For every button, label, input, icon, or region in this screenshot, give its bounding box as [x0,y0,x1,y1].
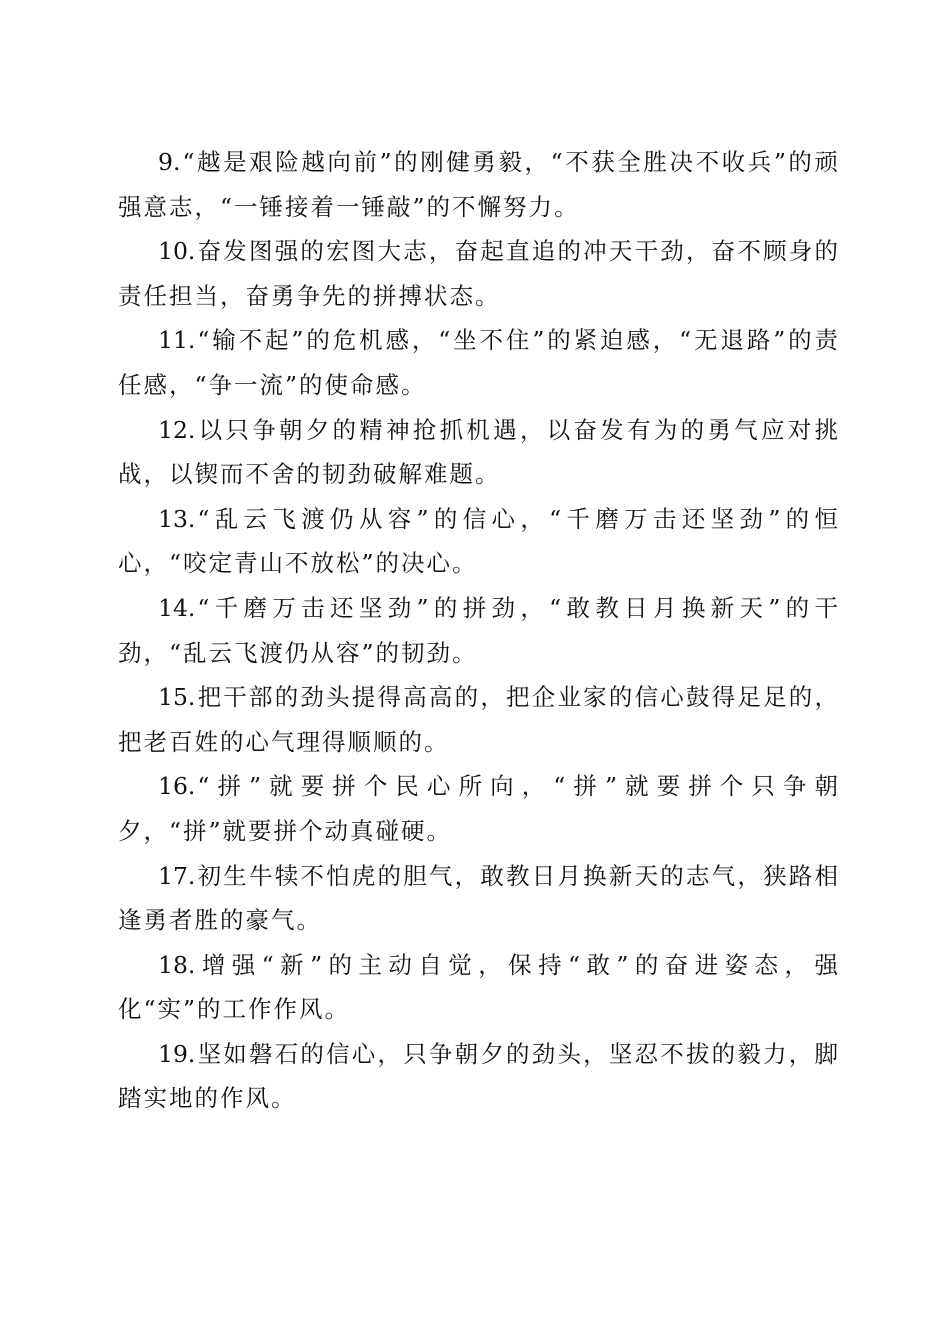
list-item-18 [118,943,840,1032]
item-number: 18. [158,950,196,979]
item-text: “输不起”的危机感，“坐不住”的紧迫感，“无退路”的责任感，“争一流”的使命感。 [118,326,840,399]
item-text: “千磨万击还坚劲”的拼劲，“敢教日月换新天”的干劲，“乱云飞渡仍从容”的韧劲。 [118,593,840,667]
list-item-14 [118,586,840,675]
item-text: “拼”就要拼个民心所向，“拼”就要拼个只争朝夕，“拼”就要拼个动真碰硬。 [118,772,840,845]
list-item-9 [118,140,840,229]
item-text: 增强“新”的主动自觉，保持“敢”的奋进姿态，强化“实”的工作作风。 [118,950,840,1024]
item-text: 以只争朝夕的精神抢抓机遇，以奋发有为的勇气应对挑战，以锲而不舍的韧劲破解难题。 [118,415,840,489]
item-number: 17. [158,861,196,890]
item-text: 坚如磐石的信心，只争朝夕的劲头，坚忍不拔的毅力，脚踏实地的作风。 [118,1039,840,1113]
list-item-15 [118,675,840,764]
item-text: “乱云飞渡仍从容”的信心，“千磨万击还坚劲”的恒心，“咬定青山不放松”的决心。 [118,504,840,578]
item-text: 把干部的劲头提得高高的，把企业家的信心鼓得足足的，把老百姓的心气理得顺顺的。 [118,683,840,756]
list-item-19 [118,1032,840,1121]
list-item-17 [118,854,840,943]
list-item-10 [118,229,840,318]
document-body [118,140,840,1121]
list-item-16 [118,764,840,853]
item-text: 奋发图强的宏图大志，奋起直追的冲天干劲，奋不顾身的责任担当，奋勇争先的拼搏状态。 [118,237,840,310]
item-number: 9. [158,148,181,176]
item-number: 14. [158,593,196,622]
item-text: 初生牛犊不怕虎的胆气，敢教日月换新天的志气，狭路相逢勇者胜的豪气。 [118,861,840,935]
item-number: 11. [158,326,196,355]
item-number: 13. [158,504,196,533]
list-item-11 [118,318,840,407]
item-number: 16. [158,772,196,801]
item-number: 15. [158,683,196,712]
item-number: 19. [158,1039,196,1068]
list-item-12 [118,408,840,497]
item-number: 10. [158,237,196,266]
item-text: “越是艰险越向前”的刚健勇毅，“不获全胜决不收兵”的顽强意志，“一锤接着一锤敲”的不懈努力。 [118,148,840,221]
item-number: 12. [158,415,196,444]
list-item-13 [118,497,840,586]
